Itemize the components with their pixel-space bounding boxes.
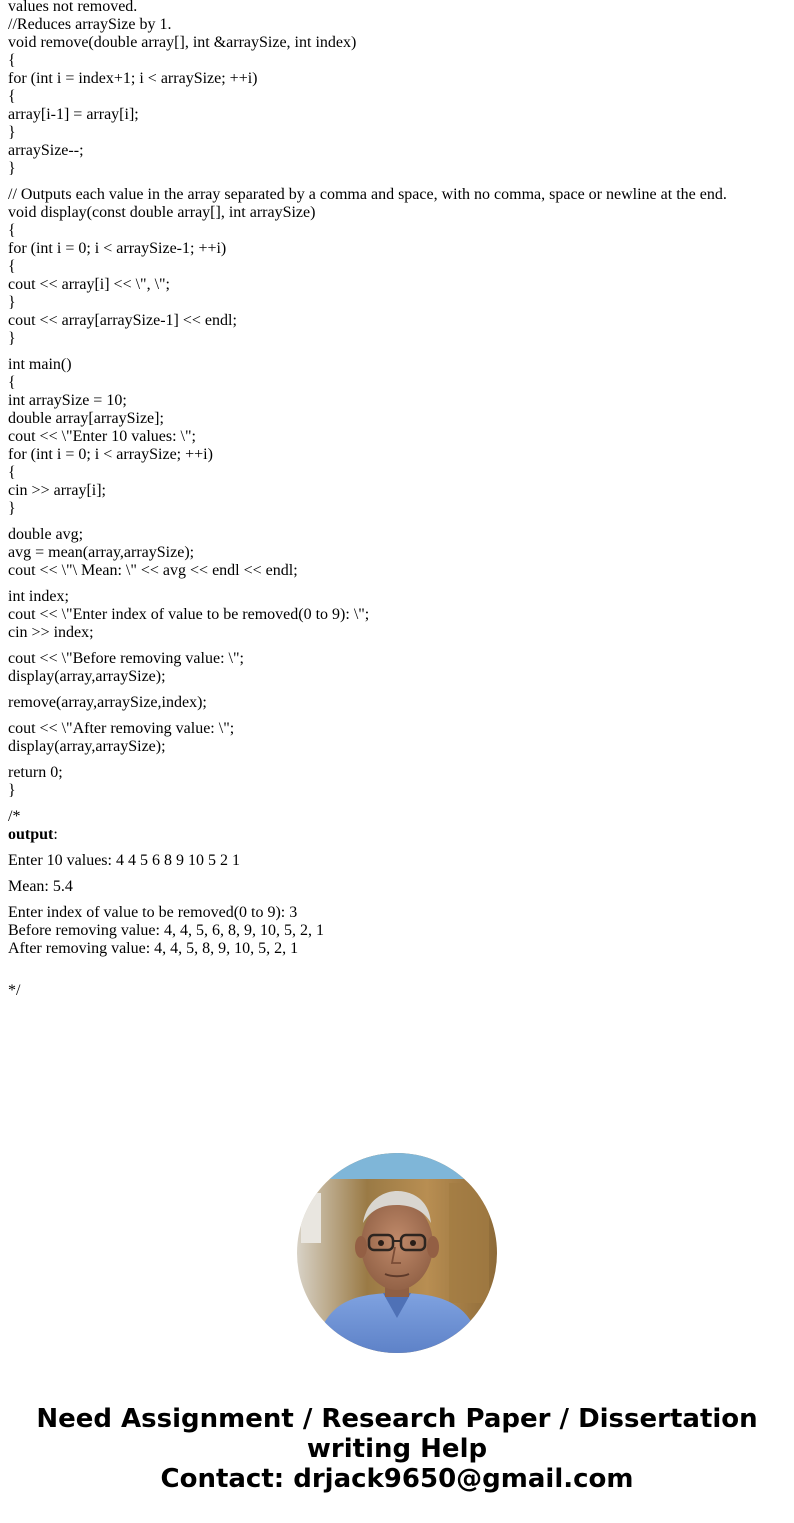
code-line: cin >> index; (8, 624, 94, 641)
output-line: Before removing value: 4, 4, 5, 6, 8, 9, 10, 5, 2, 1 (8, 922, 324, 939)
code-line: { (8, 52, 16, 69)
banner-line-1: Need Assignment / Research Paper / Dissertation (36, 1404, 758, 1434)
code-line: void display(const double array[], int arraySize) (8, 204, 316, 221)
code-line: } (8, 500, 16, 517)
code-line: cout << array[arraySize-1] << endl; (8, 312, 237, 329)
blank-line (8, 756, 788, 764)
output-label: output (8, 826, 54, 843)
blank-line (8, 348, 788, 356)
banner-line-2: writing Help (306, 1434, 488, 1464)
code-line: { (8, 464, 16, 481)
code-line: { (8, 88, 16, 105)
code-line: { (8, 374, 16, 391)
blank-line (8, 580, 788, 588)
blank-line (8, 958, 788, 966)
code-line: int index; (8, 588, 69, 605)
output-line: After removing value: 4, 4, 5, 8, 9, 10, 5, 2, 1 (8, 940, 299, 957)
blank-line (8, 178, 788, 186)
code-line: for (int i = 0; i < arraySize; ++i) (8, 446, 213, 463)
author-photo (297, 1153, 497, 1353)
output-heading (8, 826, 788, 844)
blank-line (8, 686, 788, 694)
banner-contact-email[interactable]: Contact: drjack9650@gmail.com (160, 1464, 634, 1494)
output-colon: : (53, 826, 58, 843)
code-line: { (8, 258, 16, 275)
code-line: array[i-1] = array[i]; (8, 106, 139, 123)
comment-open: /* (8, 808, 21, 825)
code-line: cout << \"After removing value: \"; (8, 720, 235, 737)
contact-banner (0, 1404, 794, 1494)
code-line: } (8, 782, 16, 799)
blank-line (8, 896, 788, 904)
code-line: void remove(double array[], int &arraySize, int index) (8, 34, 357, 51)
code-line: cout << \"\ Mean: \" << avg << endl << endl; (8, 562, 298, 579)
output-line: Enter index of value to be removed(0 to 9): 3 (8, 904, 298, 921)
code-line: double avg; (8, 526, 84, 543)
code-line: int main() (8, 356, 72, 373)
comment-close: */ (8, 982, 21, 999)
code-line: cout << \"Enter 10 values: \"; (8, 428, 196, 445)
code-line: display(array,arraySize); (8, 738, 166, 755)
blank-line (8, 518, 788, 526)
code-line: { (8, 222, 16, 239)
code-line: } (8, 160, 16, 177)
code-line: double array[arraySize]; (8, 410, 164, 427)
blank-line (8, 642, 788, 650)
code-comment: // Outputs each value in the array separated by a comma and space, with no comma, space or newline at the end. (8, 186, 727, 203)
code-line: //Reduces arraySize by 1. (8, 16, 172, 33)
blank-line (8, 800, 788, 808)
code-line: remove(array,arraySize,index); (8, 694, 207, 711)
code-line: return 0; (8, 764, 63, 781)
code-line: } (8, 124, 16, 141)
blank-line (8, 870, 788, 878)
blank-line (8, 712, 788, 720)
code-line: cout << array[i] << \", \"; (8, 276, 170, 293)
code-line: avg = mean(array,arraySize); (8, 544, 195, 561)
code-line: cout << \"Enter index of value to be removed(0 to 9): \"; (8, 606, 370, 623)
output-line: Mean: 5.4 (8, 878, 73, 895)
code-line: display(array,arraySize); (8, 668, 166, 685)
code-line: int arraySize = 10; (8, 392, 127, 409)
code-line: arraySize--; (8, 142, 84, 159)
code-line: cout << \"Before removing value: \"; (8, 650, 244, 667)
code-line: cin >> array[i]; (8, 482, 106, 499)
code-listing (8, 0, 788, 1000)
blank-line (8, 844, 788, 852)
blank-line (8, 974, 788, 982)
output-line: Enter 10 values: 4 4 5 6 8 9 10 5 2 1 (8, 852, 240, 869)
blank-line (8, 966, 788, 974)
code-line: } (8, 330, 16, 347)
code-line: for (int i = 0; i < arraySize-1; ++i) (8, 240, 227, 257)
code-line: for (int i = index+1; i < arraySize; ++i) (8, 70, 258, 87)
author-portrait-image (297, 1153, 497, 1353)
code-line: } (8, 294, 16, 311)
code-line: values not removed. (8, 0, 138, 15)
